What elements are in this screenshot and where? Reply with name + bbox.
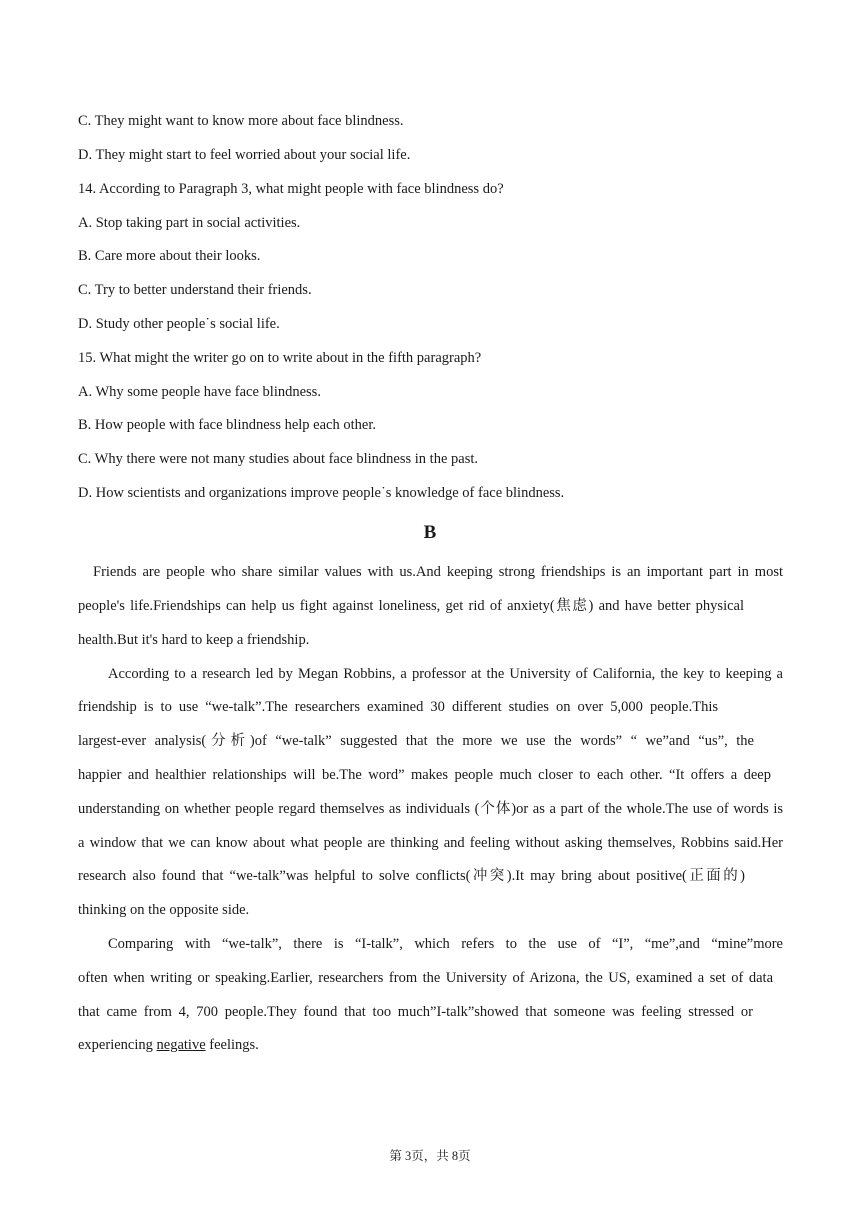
section-b-heading: B [423, 522, 437, 543]
p2-line-4: happier and healthier relationships will be.The word” makes people much closer to each other. “It offers a deep [78, 767, 771, 783]
p3-line-3: that came from 4, 700 people.They found that too much”I-talk”showed that someone was feeling stressed or [78, 1004, 753, 1020]
p2-line-8: thinking on the opposite side. [78, 902, 250, 918]
p3-last-suffix: feelings. [205, 1037, 259, 1053]
p3-line-4 [78, 1035, 783, 1055]
q15-stem: 15. What might the writer go on to write about in the fifth paragraph? [78, 350, 482, 366]
q13-option-d: D. They might start to feel worried about your social life. [78, 147, 411, 163]
underlined-word: negative [156, 1037, 206, 1053]
p2-line-7: research also found that “we-talk”was helpful to solve conflicts(冲突).It may bring about positive(正面的) [78, 868, 745, 884]
p1-line-3: health.But it's hard to keep a friendship. [78, 632, 310, 648]
q14-option-d: D. Study other people˙s social life. [78, 316, 280, 332]
q14-stem: 14. According to Paragraph 3, what might people with face blindness do? [78, 181, 504, 197]
q13-option-c: C. They might want to know more about face blindness. [78, 113, 404, 129]
q14-option-b: B. Care more about their looks. [78, 248, 261, 264]
p2-line-3: largest-ever analysis(分析)of “we-talk” suggested that the more we use the words” “ we”and “us”, the [78, 733, 754, 749]
p2-line-5: understanding on whether people regard themselves as individuals (个体)or as a part of the whole.The use of words is [78, 801, 783, 817]
p1-line-2: people's life.Friendships can help us fight against loneliness, get rid of anxiety(焦虑) and have better physical [78, 598, 744, 614]
q15-option-d: D. How scientists and organizations improve people˙s knowledge of face blindness. [78, 485, 565, 501]
q15-option-c: C. Why there were not many studies about face blindness in the past. [78, 451, 478, 467]
p3-last-prefix: experiencing [78, 1037, 157, 1053]
p1-line-1: Friends are people who share similar values with us.And keeping strong friendships is an important part in most [93, 564, 783, 580]
q14-option-c: C. Try to better understand their friends. [78, 282, 312, 298]
q14-option-a: A. Stop taking part in social activities. [78, 215, 301, 231]
p3-line-2: often when writing or speaking.Earlier, researchers from the University of Arizona, the US, examined a set of data [78, 970, 773, 986]
p3-line-1: Comparing with “we-talk”, there is “I-talk”, which refers to the use of “I”, “me”,and “mine”more [108, 936, 783, 952]
p2-line-6: a window that we can know about what people are thinking and feeling without asking themselves, Robbins said.Her [78, 835, 783, 851]
q15-option-a: A. Why some people have face blindness. [78, 384, 321, 400]
q15-option-b: B. How people with face blindness help each other. [78, 417, 376, 433]
p2-line-2: friendship is to use “we-talk”.The researchers examined 30 different studies on over 5,000 people.This [78, 699, 718, 715]
page-number: 第 3页，共 8页 [389, 1149, 471, 1163]
p2-line-1: According to a research led by Megan Robbins, a professor at the University of California, the key to keeping a [108, 666, 783, 682]
